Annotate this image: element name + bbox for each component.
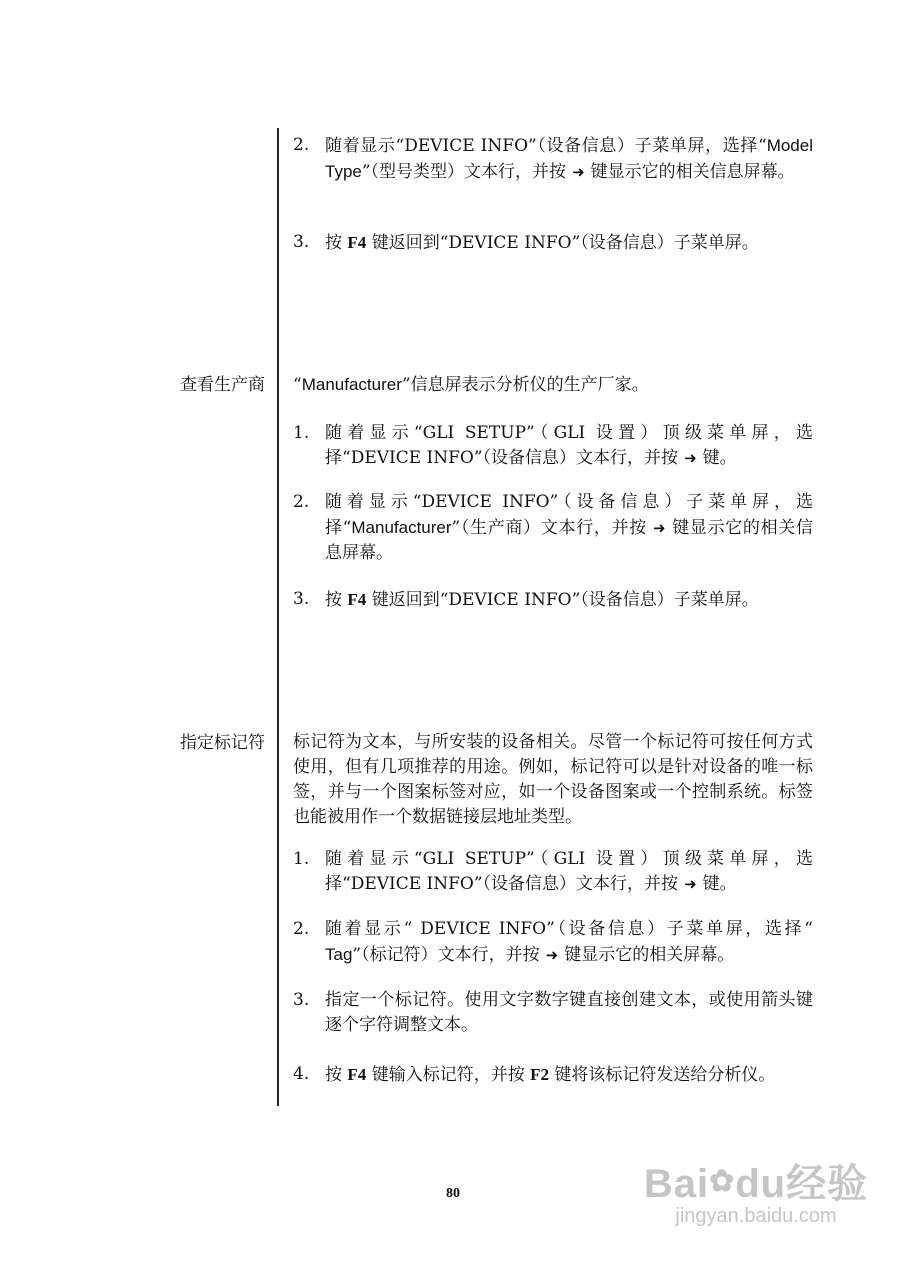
list-item: 3. 按 F4 键返回到“DEVICE INFO”（设备信息）子菜单屏。 bbox=[293, 589, 759, 610]
margin-rule bbox=[277, 128, 279, 1106]
baidu-logo: Bai✿du经验 bbox=[643, 1162, 869, 1206]
side-heading: 指定标记符 bbox=[180, 733, 265, 753]
list-item: 3. 按 F4 键返回到“DEVICE INFO”（设备信息）子菜单屏。 bbox=[293, 232, 759, 253]
list-item: 2. 随着显示“ DEVICE INFO”（设备信息）子菜单屏，选择“ Tag”（标记符）文本行，并按 ➜ 键显示它的相关屏幕。 bbox=[293, 917, 813, 968]
list-item: 1. 随着显示“GLI SETUP”（GLI 设置）顶级菜单屏，选择“DEVICE INFO”（设备信息）文本行，并按 ➜ 键。 bbox=[293, 421, 813, 471]
list-item: 2. 随着显示“DEVICE INFO”（设备信息）子菜单屏，选择“Manufacturer”（生产商）文本行，并按 ➜ 键显示它的相关信息屏幕。 bbox=[293, 492, 813, 563]
list-item: 3. 指定一个标记符。使用文字数字键直接创建文本，或使用箭头键逐个字符调整文本。 bbox=[293, 990, 813, 1035]
arrow-right-icon: ➜ bbox=[684, 449, 697, 467]
arrow-right-icon: ➜ bbox=[545, 946, 559, 964]
side-heading: 查看生产商 bbox=[180, 375, 265, 395]
arrow-right-icon: ➜ bbox=[684, 875, 697, 893]
paw-icon: ✿ bbox=[709, 1165, 736, 1198]
arrow-right-icon: ➜ bbox=[572, 163, 585, 181]
arrow-right-icon: ➜ bbox=[652, 519, 666, 537]
list-item: 4. 按 F4 键输入标记符，并按 F2 键将该标记符发送给分析仪。 bbox=[293, 1064, 776, 1085]
watermark bbox=[636, 1152, 876, 1228]
page-number: 80 bbox=[446, 1186, 460, 1201]
list-item: 2. 随着显示“DEVICE INFO”（设备信息）子菜单屏，选择“Model Type”（型号类型）文本行，并按 ➜ 键显示它的相关信息屏幕。 bbox=[293, 133, 813, 185]
section-intro: “Manufacturer”信息屏表示分析仪的生产厂家。 bbox=[293, 375, 649, 395]
list-item: 1. 随着显示“GLI SETUP”（GLI 设置）顶级菜单屏，选择“DEVICE INFO”（设备信息）文本行，并按 ➜ 键。 bbox=[293, 847, 813, 897]
section-intro: 标记符为文本，与所安装的设备相关。尽管一个标记符可按任何方式使用，但有几项推荐的用途。例如，标记符可以是针对设备的唯一标签，并与一个图案标签对应，如一个设备图案或一个控制系统。标签也能被用作一个数据链接层地址类型。 bbox=[293, 732, 813, 827]
watermark-url: jingyan.baidu.com bbox=[675, 1205, 837, 1227]
